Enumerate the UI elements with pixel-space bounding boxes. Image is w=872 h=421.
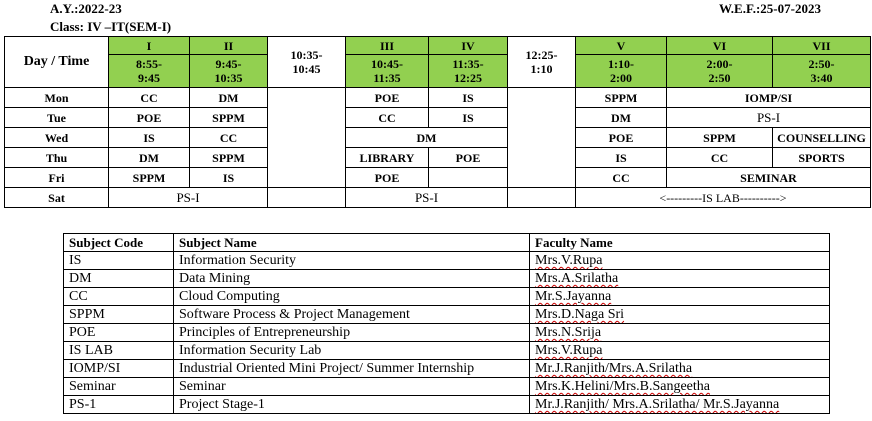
- slot-cell: DM: [109, 148, 190, 168]
- faculty-name: [530, 288, 830, 306]
- slot-cell: IS: [190, 168, 268, 188]
- faculty-name-text: Mrs.D.Naga Sri: [535, 307, 625, 322]
- subject-name: Cloud Computing: [174, 288, 530, 306]
- period-number: VI: [667, 37, 773, 55]
- period-time: 1:10- 2:00: [576, 55, 667, 88]
- day-row-tue: [5, 108, 871, 128]
- slot-cell: COUNSELLING: [773, 128, 871, 148]
- slot-cell: CC: [190, 128, 268, 148]
- slot-cell: IOMP/SI: [667, 88, 871, 108]
- subject-name: Principles of Entrepreneurship: [174, 324, 530, 342]
- period-number: V: [576, 37, 667, 55]
- period-number: VII: [773, 37, 871, 55]
- break-column-cell: [268, 188, 346, 208]
- break-column-cell: [268, 148, 346, 168]
- table-row: [64, 378, 830, 396]
- subject-name: Software Process & Project Management: [174, 306, 530, 324]
- period-number: I: [109, 37, 190, 55]
- faculty-name: [530, 360, 830, 378]
- slot-cell: <---------IS LAB---------->: [576, 188, 871, 208]
- subject-code: SPPM: [64, 306, 174, 324]
- lunch-column-cell: [508, 188, 576, 208]
- slot-cell: SPPM: [667, 128, 773, 148]
- table-row: [64, 252, 830, 270]
- lunch-column-cell: [508, 148, 576, 168]
- faculty-name: [530, 270, 830, 288]
- faculty-name: [530, 252, 830, 270]
- slot-cell: PS-I: [346, 188, 508, 208]
- day-row-sat: [5, 188, 871, 208]
- table-row: [64, 270, 830, 288]
- faculty-name: [530, 342, 830, 360]
- subject-code: PS-1: [64, 396, 174, 414]
- table-row: [64, 324, 830, 342]
- faculty-name-text: Mr.S.Jayanna: [535, 289, 612, 304]
- slot-cell: POE: [109, 108, 190, 128]
- faculty-name-text: Mrs.N.Srija: [535, 325, 602, 340]
- subject-code: IS LAB: [64, 342, 174, 360]
- subject-code: IS: [64, 252, 174, 270]
- lunch-column-cell: [508, 128, 576, 148]
- table-row: [64, 288, 830, 306]
- column-header: Subject Code: [64, 234, 174, 252]
- subject-code: POE: [64, 324, 174, 342]
- period-time: 8:55- 9:45: [109, 55, 190, 88]
- subject-table: [63, 233, 830, 414]
- day-row-thu: [5, 148, 871, 168]
- slot-cell: DM: [190, 88, 268, 108]
- slot-cell: [429, 168, 508, 188]
- faculty-name-text: Mr.J.Ranjith/Mrs.A.Srilatha: [535, 361, 693, 376]
- day-time-header: Day / Time: [5, 37, 109, 88]
- slot-cell: POE: [346, 88, 429, 108]
- subject-name: Information Security Lab: [174, 342, 530, 360]
- faculty-name-text: Mr.J.Ranjith/ Mrs.A.Srilatha/ Mr.S.Jayanna: [535, 397, 780, 412]
- slot-cell: SPPM: [576, 88, 667, 108]
- period-time: 2:50- 3:40: [773, 55, 871, 88]
- wef-date: W.E.F.:25-07-2023: [719, 1, 821, 16]
- period-number: III: [346, 37, 429, 55]
- slot-cell: SPORTS: [773, 148, 871, 168]
- day-label: Sat: [5, 188, 109, 208]
- slot-cell: IS: [576, 148, 667, 168]
- subject-code: DM: [64, 270, 174, 288]
- class-label: Class: IV –IT(SEM-I): [50, 19, 172, 34]
- slot-cell: CC: [576, 168, 667, 188]
- break-column-cell: [268, 128, 346, 148]
- subject-code: CC: [64, 288, 174, 306]
- day-label: Thu: [5, 148, 109, 168]
- slot-cell: DM: [346, 128, 508, 148]
- column-header: Faculty Name: [530, 234, 830, 252]
- slot-cell: SPPM: [190, 108, 268, 128]
- academic-year: A.Y.:2022-23: [50, 1, 122, 16]
- slot-cell: POE: [429, 148, 508, 168]
- break-column-cell: [268, 168, 346, 188]
- slot-cell: LIBRARY: [346, 148, 429, 168]
- lunch-column-cell: [508, 88, 576, 108]
- faculty-name-text: Mrs.A.Srilatha: [535, 271, 619, 286]
- faculty-name-text: Mrs.V.Rupa: [535, 343, 603, 358]
- slot-cell: SPPM: [190, 148, 268, 168]
- subject-name: Project Stage-1: [174, 396, 530, 414]
- faculty-name-text: Mrs.K.Helini/Mrs.B.Sangeetha: [535, 379, 710, 394]
- faculty-name: [530, 396, 830, 414]
- break-time: [268, 37, 346, 88]
- subject-name: Information Security: [174, 252, 530, 270]
- slot-cell: CC: [109, 88, 190, 108]
- slot-cell: POE: [346, 168, 429, 188]
- subject-name: Industrial Oriented Mini Project/ Summer Internship: [174, 360, 530, 378]
- day-row-mon: [5, 88, 871, 108]
- table-row: [64, 396, 830, 414]
- day-row-fri: [5, 168, 871, 188]
- break-time-text: 10:35- 10:45: [290, 48, 323, 76]
- day-label: Mon: [5, 88, 109, 108]
- faculty-name: [530, 306, 830, 324]
- period-time: 10:45- 11:35: [346, 55, 429, 88]
- subject-table-header: [64, 234, 830, 252]
- break-column-cell: [268, 88, 346, 108]
- break-column-cell: [268, 108, 346, 128]
- table-row: [64, 342, 830, 360]
- period-number: IV: [429, 37, 508, 55]
- period-time: 2:00- 2:50: [667, 55, 773, 88]
- slot-cell: CC: [346, 108, 429, 128]
- lunch-break-text: 12:25- 1:10: [525, 48, 558, 76]
- lunch-break-time: [508, 37, 576, 88]
- day-label: Tue: [5, 108, 109, 128]
- lunch-column-cell: [508, 168, 576, 188]
- slot-cell: PS-I: [109, 188, 268, 208]
- column-header: Subject Name: [174, 234, 530, 252]
- faculty-name: [530, 324, 830, 342]
- faculty-name-text: Mrs.V.Rupa: [535, 253, 603, 268]
- subject-code: IOMP/SI: [64, 360, 174, 378]
- subject-code: Seminar: [64, 378, 174, 396]
- table-row: [64, 306, 830, 324]
- period-number: II: [190, 37, 268, 55]
- period-time: 9:45- 10:35: [190, 55, 268, 88]
- slot-cell: IS: [429, 108, 508, 128]
- slot-cell: SEMINAR: [667, 168, 871, 188]
- lunch-column-cell: [508, 108, 576, 128]
- slot-cell: PS-I: [667, 108, 871, 128]
- slot-cell: SPPM: [109, 168, 190, 188]
- timetable: [4, 36, 871, 208]
- subject-name: Data Mining: [174, 270, 530, 288]
- day-label: Wed: [5, 128, 109, 148]
- faculty-name: [530, 378, 830, 396]
- slot-cell: CC: [667, 148, 773, 168]
- subject-name: Seminar: [174, 378, 530, 396]
- slot-cell: IS: [429, 88, 508, 108]
- day-label: Fri: [5, 168, 109, 188]
- period-time: 11:35- 12:25: [429, 55, 508, 88]
- slot-cell: IS: [109, 128, 190, 148]
- day-row-wed: [5, 128, 871, 148]
- table-row: [64, 360, 830, 378]
- slot-cell: POE: [576, 128, 667, 148]
- slot-cell: DM: [576, 108, 667, 128]
